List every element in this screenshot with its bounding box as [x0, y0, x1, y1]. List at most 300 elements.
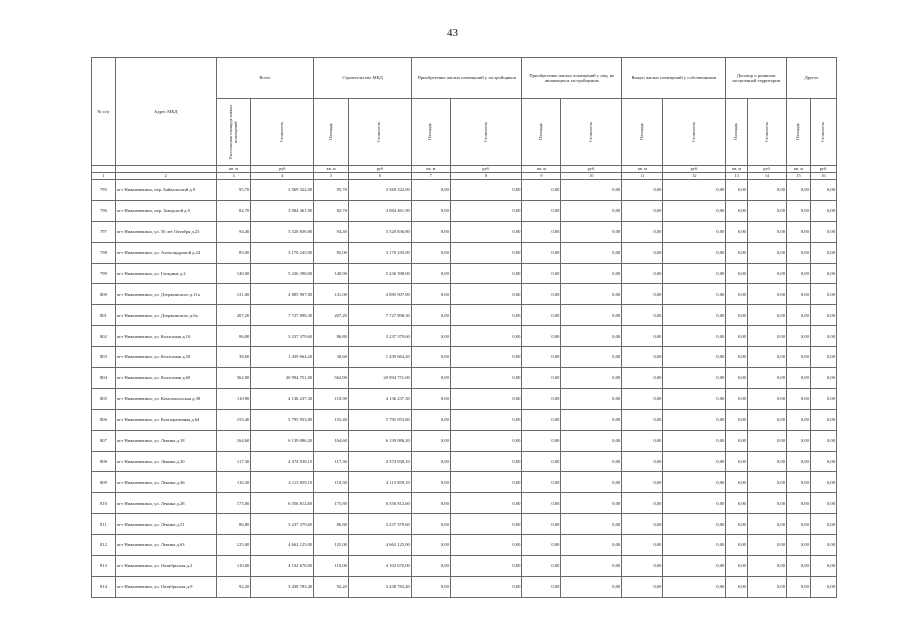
row-address: пгт Нижнеивкино, ул. Ленина д.51: [115, 514, 216, 535]
table-row: [92, 535, 837, 556]
total-area: 131,00: [216, 284, 251, 305]
row-number: 801: [92, 305, 116, 326]
zero-value-cell: 0,00: [787, 368, 811, 389]
zero-value-cell: 0,00: [522, 263, 561, 284]
zero-value-cell: 0,00: [747, 493, 786, 514]
zero-value-cell: 0,00: [522, 430, 561, 451]
zero-value-cell: 0,00: [622, 326, 663, 347]
zero-value-cell: 0,00: [561, 472, 622, 493]
total-cost: 6 139 086,20: [251, 430, 314, 451]
header-area: [314, 99, 349, 166]
zero-value-cell: 0,00: [561, 514, 622, 535]
total-cost: 20 994 751,00: [251, 368, 314, 389]
header-cost-text: Стоимость: [376, 121, 382, 143]
zero-value-cell: 0,00: [561, 326, 622, 347]
construction-cost: 7 727 898,30: [348, 305, 411, 326]
row-number: 795: [92, 180, 116, 201]
zero-value-cell: 0,00: [810, 451, 836, 472]
zero-value-cell: 0,00: [622, 305, 663, 326]
zero-value-cell: 0,00: [522, 388, 561, 409]
zero-value-cell: 0,00: [522, 368, 561, 389]
zero-value-cell: 0,00: [810, 284, 836, 305]
zero-value-cell: 0,00: [522, 200, 561, 221]
zero-value-cell: 0,00: [561, 556, 622, 577]
zero-value-cell: 0,00: [450, 326, 522, 347]
zero-value-cell: 0,00: [522, 347, 561, 368]
header-area-text: Площадь: [733, 123, 739, 141]
zero-value-cell: 0,00: [810, 368, 836, 389]
construction-area: 95,70: [314, 180, 349, 201]
zero-value-cell: 0,00: [810, 221, 836, 242]
total-area: 38,60: [216, 347, 251, 368]
zero-value-cell: 0,00: [810, 409, 836, 430]
zero-value-cell: 0,00: [787, 200, 811, 221]
construction-area: 155,40: [314, 409, 349, 430]
header-area: [787, 99, 811, 166]
construction-area: 38,60: [314, 347, 349, 368]
header-resettled-area: [216, 99, 251, 166]
zero-value-cell: 0,00: [561, 430, 622, 451]
row-number: 807: [92, 430, 116, 451]
row-number: 798: [92, 242, 116, 263]
header-area: [411, 99, 450, 166]
zero-value-cell: 0,00: [726, 200, 748, 221]
zero-value-cell: 0,00: [747, 242, 786, 263]
table-body: [92, 180, 837, 598]
zero-value-cell: 0,00: [522, 556, 561, 577]
table-row: [92, 451, 837, 472]
zero-value-cell: 0,00: [810, 326, 836, 347]
construction-area: 175,80: [314, 493, 349, 514]
zero-value-cell: 0,00: [561, 451, 622, 472]
zero-value-cell: 0,00: [663, 451, 726, 472]
zero-value-cell: 0,00: [810, 305, 836, 326]
table-row: [92, 409, 837, 430]
construction-area: 86,80: [314, 326, 349, 347]
total-cost: 4 102 670,00: [251, 556, 314, 577]
zero-value-cell: 0,00: [450, 472, 522, 493]
zero-value-cell: 0,00: [622, 180, 663, 201]
header-cost-text: Стоимость: [482, 121, 488, 143]
header-group-construction: Строительство МКД: [314, 58, 412, 99]
zero-value-cell: 0,00: [663, 326, 726, 347]
header-group-developer-purchase: Приобретение жилых помещений у застройщиков: [411, 58, 522, 99]
header-cost-text: Стоимость: [587, 121, 593, 143]
zero-value-cell: 0,00: [622, 514, 663, 535]
zero-value-cell: 0,00: [747, 514, 786, 535]
header-cost: [663, 99, 726, 166]
header-cost: [561, 99, 622, 166]
zero-value-cell: 0,00: [726, 263, 748, 284]
zero-value-cell: 0,00: [561, 368, 622, 389]
zero-value-cell: 0,00: [561, 347, 622, 368]
zero-value-cell: 0,00: [561, 200, 622, 221]
zero-value-cell: 0,00: [411, 326, 450, 347]
zero-value-cell: 0,00: [411, 430, 450, 451]
units-cell: кв. м: [726, 166, 748, 173]
zero-value-cell: 0,00: [663, 305, 726, 326]
construction-area: 207,20: [314, 305, 349, 326]
construction-cost: 3 084 461,90: [348, 200, 411, 221]
total-cost: 1 439 664,20: [251, 347, 314, 368]
zero-value-cell: 0,00: [411, 347, 450, 368]
zero-value-cell: 0,00: [522, 451, 561, 472]
header-cost-text: Стоимость: [278, 121, 284, 143]
row-number: 813: [92, 556, 116, 577]
zero-value-cell: 0,00: [663, 200, 726, 221]
row-address: пгт Нижнеивкино, ул. Ленина д.20: [115, 451, 216, 472]
zero-value-cell: 0,00: [411, 180, 450, 201]
zero-value-cell: 0,00: [622, 409, 663, 430]
zero-value-cell: 0,00: [622, 472, 663, 493]
table-row: [92, 180, 837, 201]
zero-value-cell: 0,00: [726, 180, 748, 201]
construction-cost: 1 439 664,20: [348, 347, 411, 368]
total-cost: 3 237 379,60: [251, 326, 314, 347]
units-cell: руб.: [663, 166, 726, 173]
construction-cost: 6 139 086,20: [348, 430, 411, 451]
header-area: [522, 99, 561, 166]
zero-value-cell: 0,00: [450, 388, 522, 409]
construction-area: 85,00: [314, 242, 349, 263]
zero-value-cell: 0,00: [622, 221, 663, 242]
zero-value-cell: 0,00: [450, 200, 522, 221]
zero-value-cell: 0,00: [810, 430, 836, 451]
zero-value-cell: 0,00: [663, 368, 726, 389]
row-number: 800: [92, 284, 116, 305]
zero-value-cell: 0,00: [747, 180, 786, 201]
zero-value-cell: 0,00: [726, 514, 748, 535]
column-number: 16: [810, 173, 836, 180]
zero-value-cell: 0,00: [810, 242, 836, 263]
row-number: 814: [92, 576, 116, 597]
header-resettled-area-text: Расселяемая площадь жилых помещений: [227, 104, 238, 160]
total-cost: 5 795 953,80: [251, 409, 314, 430]
zero-value-cell: 0,00: [411, 409, 450, 430]
header-address: Адрес МКД: [115, 58, 216, 166]
row-address: пгт Нижнеивкино, ул. 50 лет Октября д.25: [115, 221, 216, 242]
zero-value-cell: 0,00: [810, 347, 836, 368]
zero-value-cell: 0,00: [450, 221, 522, 242]
zero-value-cell: 0,00: [411, 556, 450, 577]
zero-value-cell: 0,00: [622, 493, 663, 514]
zero-value-cell: 0,00: [810, 514, 836, 535]
units-cell: руб.: [561, 166, 622, 173]
header-area-text: Площадь: [795, 123, 801, 141]
column-number: 5: [314, 173, 349, 180]
zero-value-cell: 0,00: [810, 493, 836, 514]
row-number: 806: [92, 409, 116, 430]
column-numbers-row: [92, 173, 837, 180]
zero-value-cell: 0,00: [747, 409, 786, 430]
zero-value-cell: 0,00: [522, 284, 561, 305]
page-number: 43: [447, 27, 458, 39]
table-row: [92, 388, 837, 409]
zero-value-cell: 0,00: [787, 493, 811, 514]
zero-value-cell: 0,00: [622, 535, 663, 556]
zero-value-cell: 0,00: [663, 180, 726, 201]
construction-cost: 5 236 398,00: [348, 263, 411, 284]
construction-cost: 4 885 907,00: [348, 284, 411, 305]
zero-value-cell: 0,00: [726, 493, 748, 514]
construction-area: 92,20: [314, 576, 349, 597]
zero-value-cell: 0,00: [450, 556, 522, 577]
zero-value-cell: 0,00: [622, 200, 663, 221]
zero-value-cell: 0,00: [522, 180, 561, 201]
column-number: 3: [216, 173, 251, 180]
total-area: 175,80: [216, 493, 251, 514]
units-row: [92, 166, 837, 173]
header-group-row: [92, 58, 837, 99]
zero-value-cell: 0,00: [726, 472, 748, 493]
zero-value-cell: 0,00: [787, 556, 811, 577]
column-number: 9: [522, 173, 561, 180]
total-area: 92,20: [216, 576, 251, 597]
zero-value-cell: 0,00: [747, 472, 786, 493]
table-row: [92, 556, 837, 577]
zero-value-cell: 0,00: [726, 576, 748, 597]
construction-cost: 3 237 379,60: [348, 514, 411, 535]
zero-value-cell: 0,00: [622, 347, 663, 368]
zero-value-cell: 0,00: [561, 263, 622, 284]
table-row: [92, 305, 837, 326]
zero-value-cell: 0,00: [450, 493, 522, 514]
total-area: 86,80: [216, 514, 251, 535]
zero-value-cell: 0,00: [787, 535, 811, 556]
total-area: 86,80: [216, 326, 251, 347]
units-cell: кв. м: [314, 166, 349, 173]
zero-value-cell: 0,00: [747, 368, 786, 389]
units-cell-empty: [115, 166, 216, 173]
total-area: 110,90: [216, 388, 251, 409]
zero-value-cell: 0,00: [622, 368, 663, 389]
zero-value-cell: 0,00: [747, 535, 786, 556]
header-cost-text: Стоимость: [820, 121, 826, 143]
zero-value-cell: 0,00: [561, 493, 622, 514]
row-address: пгт Нижнеивкино, ул. Колхозная д.60: [115, 368, 216, 389]
column-number: 11: [622, 173, 663, 180]
row-address: пгт Нижнеивкино, ул. Октябрьская д.2: [115, 556, 216, 577]
zero-value-cell: 0,00: [522, 472, 561, 493]
zero-value-cell: 0,00: [787, 388, 811, 409]
row-address: пгт Нижнеивкино, ул. Дзержинского д.6а: [115, 305, 216, 326]
row-address: пгт Нижнеивкино, ул. Ленина д.18: [115, 430, 216, 451]
zero-value-cell: 0,00: [622, 388, 663, 409]
zero-value-cell: 0,00: [411, 368, 450, 389]
zero-value-cell: 0,00: [450, 347, 522, 368]
zero-value-cell: 0,00: [726, 326, 748, 347]
zero-value-cell: 0,00: [747, 556, 786, 577]
zero-value-cell: 0,00: [810, 180, 836, 201]
construction-cost: 3 520 836,80: [348, 221, 411, 242]
column-number: 2: [115, 173, 216, 180]
table-row: [92, 221, 837, 242]
zero-value-cell: 0,00: [726, 535, 748, 556]
zero-value-cell: 0,00: [787, 576, 811, 597]
zero-value-cell: 0,00: [561, 284, 622, 305]
construction-cost: 4 136 237,30: [348, 388, 411, 409]
zero-value-cell: 0,00: [747, 221, 786, 242]
total-area: 155,40: [216, 409, 251, 430]
zero-value-cell: 0,00: [561, 221, 622, 242]
row-number: 805: [92, 388, 116, 409]
units-cell: кв. м: [216, 166, 251, 173]
table-row: [92, 242, 837, 263]
zero-value-cell: 0,00: [663, 576, 726, 597]
zero-value-cell: 0,00: [450, 242, 522, 263]
total-area: 562,90: [216, 368, 251, 389]
zero-value-cell: 0,00: [810, 200, 836, 221]
zero-value-cell: 0,00: [726, 368, 748, 389]
zero-value-cell: 0,00: [450, 368, 522, 389]
construction-area: 110,90: [314, 388, 349, 409]
zero-value-cell: 0,00: [622, 576, 663, 597]
zero-value-cell: 0,00: [561, 305, 622, 326]
zero-value-cell: 0,00: [450, 284, 522, 305]
header-group-nondeveloper-purchase: Приобретение жилых помещений у лиц, не являющихся застройщиком: [522, 58, 622, 99]
zero-value-cell: 0,00: [411, 451, 450, 472]
table-row: [92, 347, 837, 368]
units-cell: руб.: [747, 166, 786, 173]
header-area-text: Площадь: [538, 123, 544, 141]
total-area: 82,70: [216, 200, 251, 221]
units-cell: руб.: [810, 166, 836, 173]
construction-area: 164,60: [314, 430, 349, 451]
column-number: 1: [92, 173, 116, 180]
units-cell: руб: [348, 166, 411, 173]
units-cell: кв. м: [411, 166, 450, 173]
row-address: пгт Нижнеивкино, ул. Колхозная д.50: [115, 347, 216, 368]
row-address: пгт Нижнеивкино, пер. Заводской д.9: [115, 200, 216, 221]
zero-value-cell: 0,00: [787, 347, 811, 368]
header-group-territory-agreement: Договор о развитии застроенной территории: [726, 58, 787, 99]
column-number: 15: [787, 173, 811, 180]
header-group-total: Всего: [216, 58, 314, 99]
row-number: 810: [92, 493, 116, 514]
row-number: 808: [92, 451, 116, 472]
zero-value-cell: 0,00: [450, 263, 522, 284]
zero-value-cell: 0,00: [810, 263, 836, 284]
total-cost: 6 556 812,60: [251, 493, 314, 514]
zero-value-cell: 0,00: [450, 514, 522, 535]
zero-value-cell: 0,00: [411, 576, 450, 597]
zero-value-cell: 0,00: [810, 535, 836, 556]
units-cell: руб: [251, 166, 314, 173]
zero-value-cell: 0,00: [787, 451, 811, 472]
zero-value-cell: 0,00: [622, 263, 663, 284]
header-area: [622, 99, 663, 166]
zero-value-cell: 0,00: [522, 221, 561, 242]
construction-cost: 4 662 125,00: [348, 535, 411, 556]
table-row: [92, 493, 837, 514]
zero-value-cell: 0,00: [663, 556, 726, 577]
table-row: [92, 326, 837, 347]
construction-cost: 6 556 812,60: [348, 493, 411, 514]
zero-value-cell: 0,00: [787, 221, 811, 242]
row-address: пгт Нижнеивкино, ул. Кооперативная д.64: [115, 409, 216, 430]
total-cost: 4 662 125,00: [251, 535, 314, 556]
zero-value-cell: 0,00: [411, 200, 450, 221]
construction-cost: 3 569 322,00: [348, 180, 411, 201]
header-cost: [348, 99, 411, 166]
total-area: 85,00: [216, 242, 251, 263]
zero-value-cell: 0,00: [747, 430, 786, 451]
construction-area: 131,00: [314, 284, 349, 305]
construction-area: 140,90: [314, 263, 349, 284]
zero-value-cell: 0,00: [726, 284, 748, 305]
header-group-owner-buyout: Выкуп жилых помещений у собственников: [622, 58, 726, 99]
total-area: 117,30: [216, 451, 251, 472]
zero-value-cell: 0,00: [522, 409, 561, 430]
zero-value-cell: 0,00: [622, 284, 663, 305]
total-area: 94,40: [216, 221, 251, 242]
zero-value-cell: 0,00: [450, 180, 522, 201]
zero-value-cell: 0,00: [787, 472, 811, 493]
header-cost: [251, 99, 314, 166]
construction-cost: 3 170 245,00: [348, 242, 411, 263]
table-row: [92, 263, 837, 284]
construction-cost: 3 438 783,40: [348, 576, 411, 597]
zero-value-cell: 0,00: [450, 451, 522, 472]
column-number: 7: [411, 173, 450, 180]
zero-value-cell: 0,00: [411, 221, 450, 242]
total-area: 207,20: [216, 305, 251, 326]
construction-cost: 3 237 379,60: [348, 326, 411, 347]
header-group-other: Другое: [787, 58, 837, 99]
zero-value-cell: 0,00: [411, 535, 450, 556]
header-area-text: Площадь: [327, 123, 333, 141]
construction-area: 110,00: [314, 556, 349, 577]
construction-cost: 4 374 938,10: [348, 451, 411, 472]
header-area: [726, 99, 748, 166]
zero-value-cell: 0,00: [522, 242, 561, 263]
zero-value-cell: 0,00: [622, 430, 663, 451]
row-address: пгт Нижнеивкино, ул. Ленина д.63: [115, 535, 216, 556]
zero-value-cell: 0,00: [411, 472, 450, 493]
zero-value-cell: 0,00: [522, 326, 561, 347]
zero-value-cell: 0,00: [622, 451, 663, 472]
zero-value-cell: 0,00: [726, 409, 748, 430]
zero-value-cell: 0,00: [622, 556, 663, 577]
row-address: пгт Нижнеивкино, ул. Октябрьская д.9: [115, 576, 216, 597]
row-number: 811: [92, 514, 116, 535]
construction-area: 82,70: [314, 200, 349, 221]
header-area-text: Площадь: [427, 123, 433, 141]
zero-value-cell: 0,00: [787, 263, 811, 284]
table-row: [92, 368, 837, 389]
construction-cost: 20 994 751,00: [348, 368, 411, 389]
units-cell-empty: [92, 166, 116, 173]
zero-value-cell: 0,00: [561, 409, 622, 430]
zero-value-cell: 0,00: [450, 535, 522, 556]
row-address: пгт Нижнеивкино, ул. Комсомольская д.38: [115, 388, 216, 409]
row-address: пгт Нижнеивкино, ул. Гагарина д.2: [115, 263, 216, 284]
zero-value-cell: 0,00: [522, 493, 561, 514]
row-address: пгт Нижнеивкино, ул. Дзержинского д.11а: [115, 284, 216, 305]
units-cell: кв. м: [622, 166, 663, 173]
zero-value-cell: 0,00: [411, 242, 450, 263]
row-number: 802: [92, 326, 116, 347]
header-row-no: № п/п: [92, 58, 116, 166]
zero-value-cell: 0,00: [726, 221, 748, 242]
zero-value-cell: 0,00: [450, 409, 522, 430]
zero-value-cell: 0,00: [663, 242, 726, 263]
resettlement-table: [91, 57, 837, 598]
units-cell: руб.: [450, 166, 522, 173]
zero-value-cell: 0,00: [663, 409, 726, 430]
zero-value-cell: 0,00: [411, 284, 450, 305]
total-cost: 4 136 237,30: [251, 388, 314, 409]
